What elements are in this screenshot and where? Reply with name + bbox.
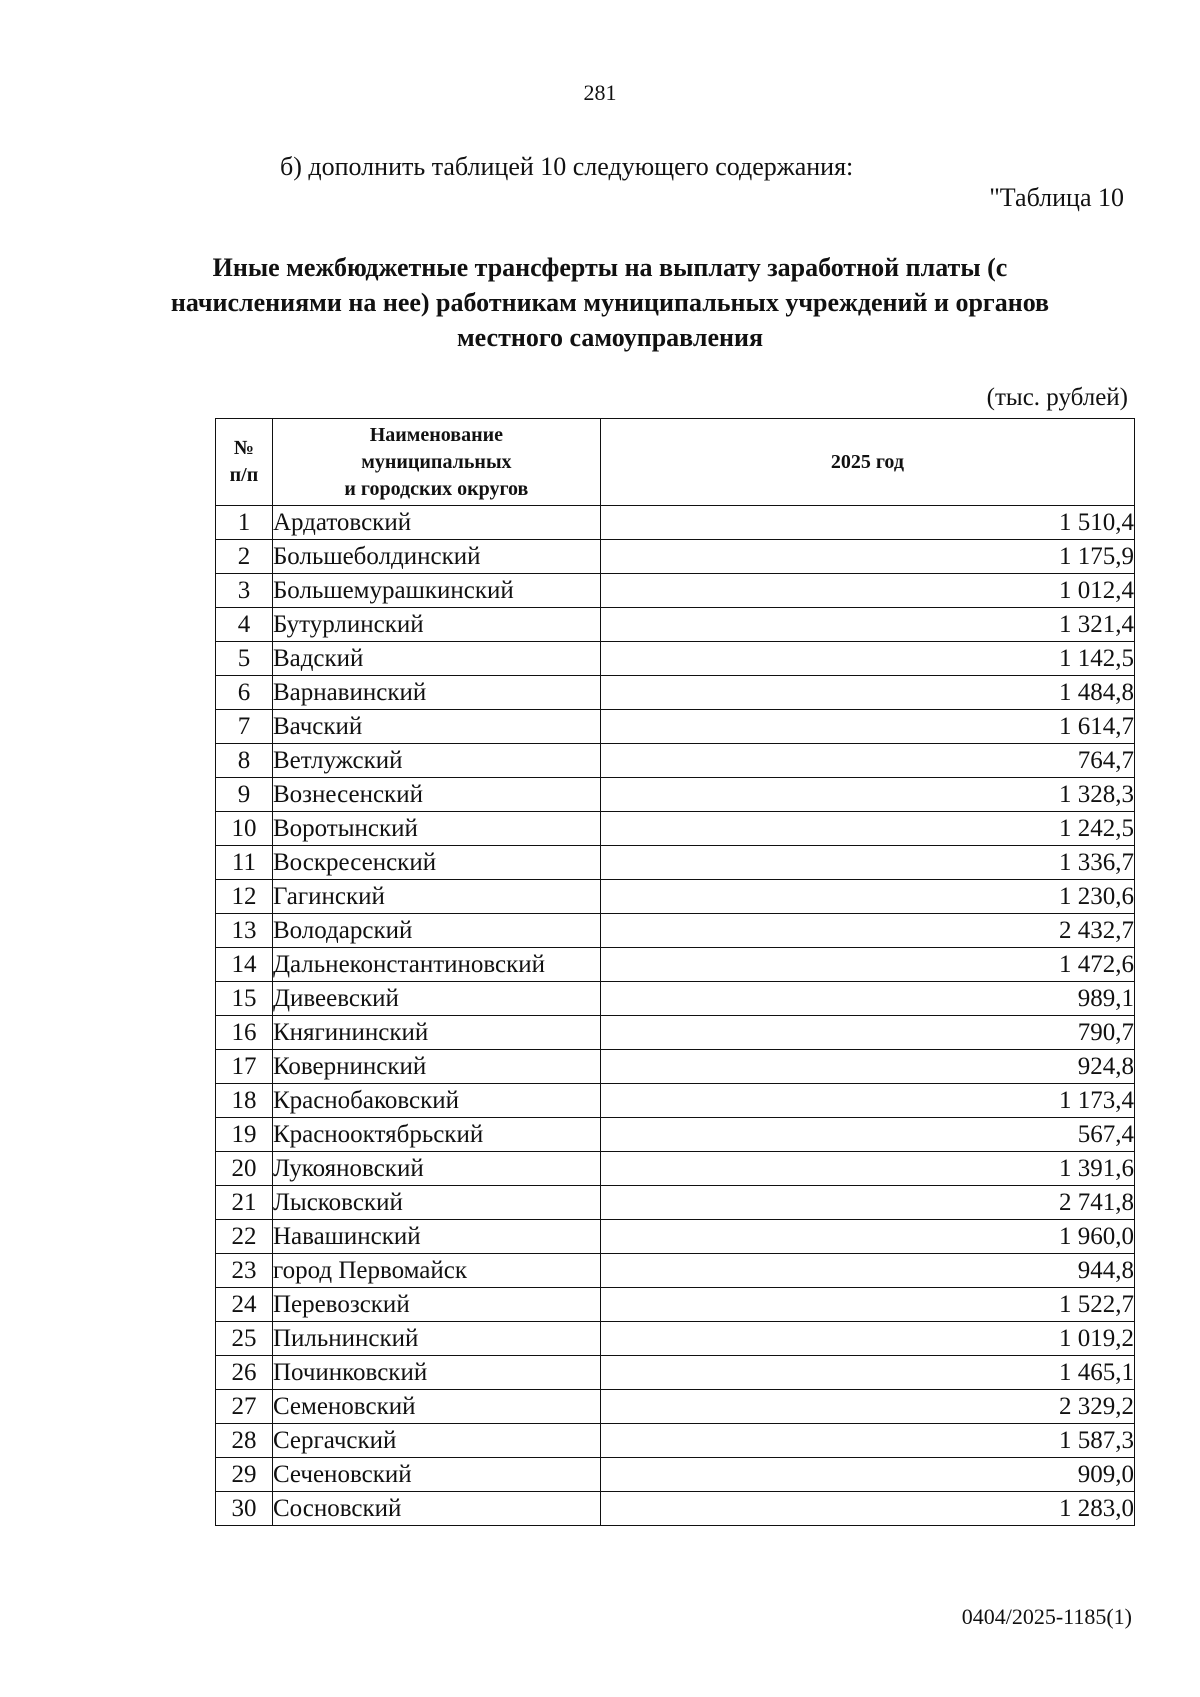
header-number-line2: п/п: [229, 464, 259, 486]
row-number: 26: [216, 1356, 273, 1390]
row-number: 9: [216, 778, 273, 812]
table-row: [216, 1220, 1135, 1254]
row-amount: 1 614,7: [600, 710, 1134, 744]
row-amount: 909,0: [600, 1458, 1134, 1492]
row-amount: 1 587,3: [600, 1424, 1134, 1458]
row-district-name: Гагинский: [272, 880, 600, 914]
table-row: [216, 1492, 1135, 1526]
page-number: 281: [583, 80, 617, 105]
table-row: [216, 506, 1135, 540]
row-amount: 1 472,6: [600, 948, 1134, 982]
table-row: [216, 982, 1135, 1016]
table-row: [216, 812, 1135, 846]
row-amount: 1 522,7: [600, 1288, 1134, 1322]
row-number: 17: [216, 1050, 273, 1084]
row-number: 13: [216, 914, 273, 948]
row-amount: 1 283,0: [600, 1492, 1134, 1526]
table-row: [216, 1152, 1135, 1186]
row-number: 14: [216, 948, 273, 982]
table-row: [216, 1254, 1135, 1288]
row-amount: 1 242,5: [600, 812, 1134, 846]
row-district-name: Княгининский: [272, 1016, 600, 1050]
row-number: 29: [216, 1458, 273, 1492]
row-number: 10: [216, 812, 273, 846]
row-number: 27: [216, 1390, 273, 1424]
row-district-name: Сергачский: [272, 1424, 600, 1458]
row-number: 28: [216, 1424, 273, 1458]
row-district-name: Лукояновский: [272, 1152, 600, 1186]
row-amount: 924,8: [600, 1050, 1134, 1084]
row-number: 4: [216, 608, 273, 642]
row-district-name: Навашинский: [272, 1220, 600, 1254]
row-district-name: Семеновский: [272, 1390, 600, 1424]
row-district-name: Краснобаковский: [272, 1084, 600, 1118]
header-name-line3: и городских округов: [344, 477, 529, 500]
row-amount: 2 741,8: [600, 1186, 1134, 1220]
header-year: 2025 год: [600, 419, 1134, 506]
table-row: [216, 914, 1135, 948]
transfers-table: [215, 418, 1135, 1526]
row-district-name: Бутурлинский: [272, 608, 600, 642]
row-amount: 790,7: [600, 1016, 1134, 1050]
row-district-name: Перевозский: [272, 1288, 600, 1322]
row-district-name: Большемурашкинский: [272, 574, 600, 608]
table-row: [216, 778, 1135, 812]
table-row: [216, 1050, 1135, 1084]
table-row: [216, 574, 1135, 608]
row-amount: 1 336,7: [600, 846, 1134, 880]
row-district-name: Дивеевский: [272, 982, 600, 1016]
table-row: [216, 676, 1135, 710]
row-number: 19: [216, 1118, 273, 1152]
row-district-name: Дальнеконстантиновский: [272, 948, 600, 982]
table-row: [216, 1322, 1135, 1356]
row-amount: 1 019,2: [600, 1322, 1134, 1356]
row-number: 5: [216, 642, 273, 676]
row-district-name: Сосновский: [272, 1492, 600, 1526]
row-amount: 1 484,8: [600, 676, 1134, 710]
table-row: [216, 642, 1135, 676]
table-row: [216, 1458, 1135, 1492]
table-body: [216, 506, 1135, 1526]
row-amount: 764,7: [600, 744, 1134, 778]
row-number: 1: [216, 506, 273, 540]
row-number: 18: [216, 1084, 273, 1118]
row-number: 7: [216, 710, 273, 744]
table-row: [216, 710, 1135, 744]
row-number: 12: [216, 880, 273, 914]
row-amount: 944,8: [600, 1254, 1134, 1288]
table-row: [216, 1288, 1135, 1322]
row-number: 6: [216, 676, 273, 710]
row-number: 3: [216, 574, 273, 608]
row-amount: 2 329,2: [600, 1390, 1134, 1424]
row-number: 30: [216, 1492, 273, 1526]
header-name-line2: муниципальных: [361, 450, 512, 473]
row-amount: 1 465,1: [600, 1356, 1134, 1390]
row-district-name: Вачский: [272, 710, 600, 744]
row-amount: 1 173,4: [600, 1084, 1134, 1118]
row-district-name: Пильнинский: [272, 1322, 600, 1356]
table-row: [216, 880, 1135, 914]
table-header-row: [216, 419, 1135, 506]
intro-text: б) дополнить таблицей 10 следующего содержания:: [280, 152, 854, 181]
header-number: [216, 419, 273, 506]
row-district-name: Варнавинский: [272, 676, 600, 710]
row-number: 25: [216, 1322, 273, 1356]
row-amount: 1 960,0: [600, 1220, 1134, 1254]
row-number: 23: [216, 1254, 273, 1288]
header-number-line1: №: [233, 437, 255, 459]
units-label: (тыс. рублей): [986, 384, 1128, 411]
row-number: 24: [216, 1288, 273, 1322]
row-district-name: Вадский: [272, 642, 600, 676]
row-number: 20: [216, 1152, 273, 1186]
row-district-name: Воротынский: [272, 812, 600, 846]
row-district-name: Лысковский: [272, 1186, 600, 1220]
table-row: [216, 1390, 1135, 1424]
table-label: "Таблица 10: [989, 183, 1124, 212]
row-district-name: Воскресенский: [272, 846, 600, 880]
table-row: [216, 540, 1135, 574]
row-district-name: Краснооктябрьский: [272, 1118, 600, 1152]
row-number: 21: [216, 1186, 273, 1220]
row-district-name: Ковернинский: [272, 1050, 600, 1084]
table-row: [216, 1356, 1135, 1390]
row-district-name: Ветлужский: [272, 744, 600, 778]
row-district-name: Починковский: [272, 1356, 600, 1390]
row-district-name: Вознесенский: [272, 778, 600, 812]
row-number: 11: [216, 846, 273, 880]
row-district-name: Сеченовский: [272, 1458, 600, 1492]
table-row: [216, 744, 1135, 778]
document-title: Иные межбюджетные трансферты на выплату заработной платы (с начислениями на нее) работникам муниципальных учреждений и органов местного самоуправления: [170, 253, 1050, 352]
table-row: [216, 948, 1135, 982]
table-row: [216, 1424, 1135, 1458]
row-amount: 989,1: [600, 982, 1134, 1016]
row-district-name: город Первомайск: [272, 1254, 600, 1288]
row-number: 15: [216, 982, 273, 1016]
document-code: 0404/2025-1185(1): [961, 1604, 1132, 1629]
row-district-name: Володарский: [272, 914, 600, 948]
row-amount: 1 012,4: [600, 574, 1134, 608]
header-name-line1: Наименование: [369, 423, 504, 446]
row-number: 22: [216, 1220, 273, 1254]
row-amount: 1 510,4: [600, 506, 1134, 540]
row-amount: 2 432,7: [600, 914, 1134, 948]
table-row: [216, 1084, 1135, 1118]
table-row: [216, 608, 1135, 642]
table-row: [216, 1186, 1135, 1220]
table-row: [216, 846, 1135, 880]
table-row: [216, 1016, 1135, 1050]
row-amount: 1 175,9: [600, 540, 1134, 574]
row-number: 8: [216, 744, 273, 778]
table-row: [216, 1118, 1135, 1152]
row-number: 2: [216, 540, 273, 574]
row-amount: 1 230,6: [600, 880, 1134, 914]
row-amount: 1 328,3: [600, 778, 1134, 812]
row-district-name: Ардатовский: [272, 506, 600, 540]
row-district-name: Большеболдинский: [272, 540, 600, 574]
row-amount: 567,4: [600, 1118, 1134, 1152]
header-name: [272, 419, 600, 506]
row-amount: 1 142,5: [600, 642, 1134, 676]
row-amount: 1 391,6: [600, 1152, 1134, 1186]
row-amount: 1 321,4: [600, 608, 1134, 642]
row-number: 16: [216, 1016, 273, 1050]
